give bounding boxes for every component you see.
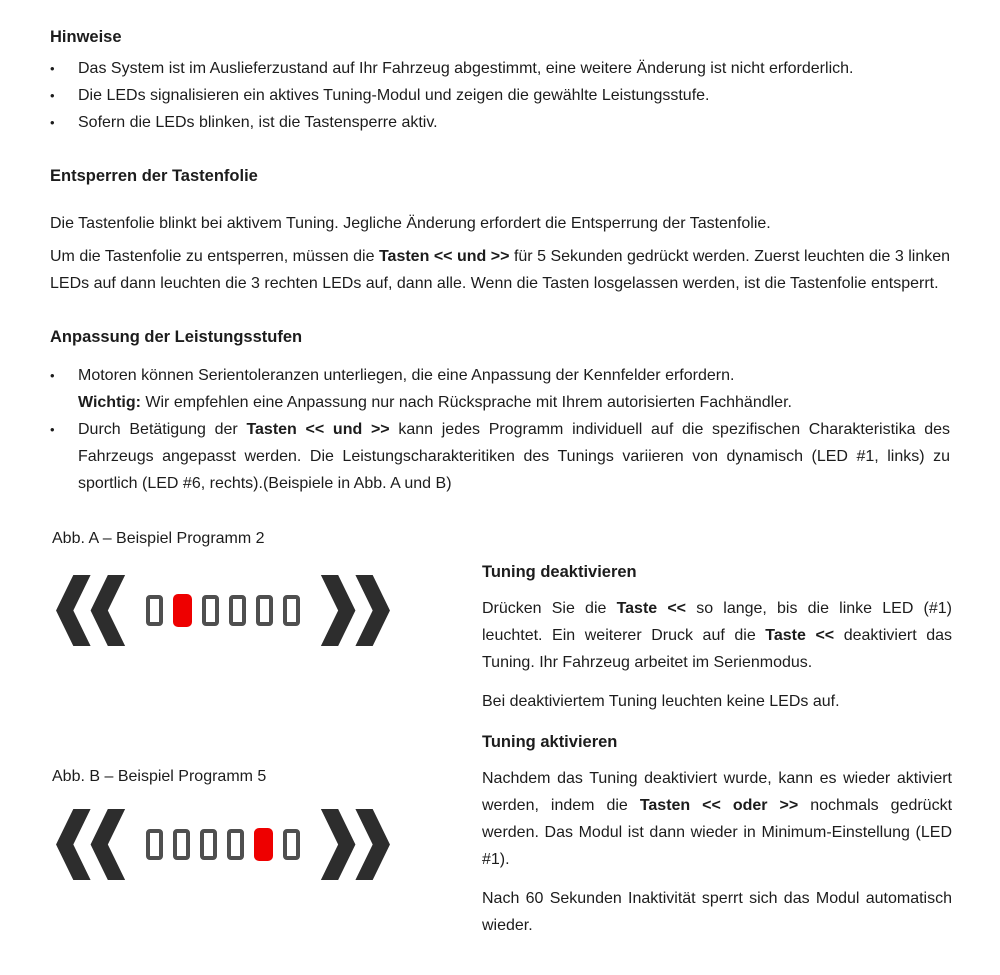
anpassung-list bbox=[50, 362, 950, 497]
led-4 bbox=[229, 595, 246, 626]
bullet-icon: • bbox=[50, 422, 55, 437]
chevrons-right-icon bbox=[317, 575, 390, 646]
text-segment: deaktiviert das Tuning. Ihr Fahrzeug arbeitet im Serienmodus. bbox=[482, 627, 953, 671]
led-6 bbox=[283, 829, 300, 860]
text-segment: Motoren können Serientoleranzen unterliegen, die eine Anpassung der Kennfelder erfordern. bbox=[78, 367, 735, 384]
figure-a-led-display bbox=[56, 575, 390, 646]
section-entsperren bbox=[50, 165, 950, 297]
bold-keys-segment: Tasten << und >> bbox=[246, 421, 390, 438]
text-segment: für 5 Sekunden gedrückt werden. Zuerst leuchten die 3 linken LEDs auf dann leuchten die 3 rechten LEDs auf, dann alle. Wenn die Tasten losgelassen werden, ist die Tastenfolie entsperrt. bbox=[50, 248, 951, 292]
text-segment: Nachdem das Tuning deaktiviert wurde, kann es wieder aktiviert werden, indem die bbox=[482, 770, 952, 814]
figure-a-caption: Abb. A – Beispiel Programm 2 bbox=[52, 530, 265, 547]
anpassung-bullet-1 bbox=[78, 362, 950, 416]
list-item bbox=[50, 82, 950, 109]
figure-b-led-display bbox=[56, 809, 390, 880]
aktivieren-paragraph-1 bbox=[482, 765, 952, 873]
anpassung-bullet-2 bbox=[78, 416, 950, 497]
led-row bbox=[146, 828, 300, 861]
hinweise-list bbox=[50, 55, 950, 136]
deaktivieren-paragraph-2: Bei deaktiviertem Tuning leuchten keine LEDs auf. bbox=[482, 693, 840, 710]
chevrons-right-icon bbox=[317, 809, 390, 880]
led-3 bbox=[202, 595, 219, 626]
led-2 bbox=[173, 829, 190, 860]
led-row bbox=[146, 594, 300, 627]
bullet-icon: • bbox=[50, 115, 55, 130]
led-2-active bbox=[173, 594, 192, 627]
led-6 bbox=[283, 595, 300, 626]
text-segment: Durch Betätigung der bbox=[78, 421, 247, 438]
bold-wichtig-segment: Wichtig: bbox=[78, 394, 141, 411]
text-segment: Um die Tastenfolie zu entsperren, müssen die bbox=[50, 248, 379, 265]
figure-b-caption: Abb. B – Beispiel Programm 5 bbox=[52, 768, 267, 785]
wichtig-line bbox=[78, 389, 950, 416]
deaktivieren-heading: Tuning deaktivieren bbox=[482, 563, 637, 581]
bold-key-segment: Taste << bbox=[616, 600, 687, 617]
led-5-active bbox=[254, 828, 273, 861]
figures-area bbox=[50, 525, 953, 934]
bold-keys-segment: Tasten << oder >> bbox=[639, 797, 799, 814]
bullet-icon: • bbox=[50, 61, 55, 76]
right-column bbox=[482, 561, 952, 939]
deaktivieren-paragraph-1 bbox=[482, 595, 952, 676]
led-5 bbox=[256, 595, 273, 626]
led-1 bbox=[146, 829, 163, 860]
hinweise-bullet-1: Das System ist im Auslieferzustand auf Ihr Fahrzeug abgestimmt, eine weitere Änderung ist nicht erforderlich. bbox=[78, 60, 854, 77]
bold-key-segment: Taste << bbox=[765, 627, 835, 644]
led-4 bbox=[227, 829, 244, 860]
led-1 bbox=[146, 595, 163, 626]
text-segment: kann jedes Programm individuell auf die spezifischen Charakteristika des Fahrzeugs angepasst werden. Die Leistungscharakteritiken des Tunings variieren von dynamisch (LED #1, links) zu sportlich (LED #6, rechts).(Beispiele in Abb. A und B) bbox=[78, 421, 951, 492]
hinweise-heading: Hinweise bbox=[50, 28, 122, 46]
text-segment: Drücken Sie die bbox=[482, 600, 617, 617]
aktivieren-paragraph-2: Nach 60 Sekunden Inaktivität sperrt sich das Modul automatisch wieder. bbox=[482, 890, 952, 934]
list-item bbox=[50, 55, 950, 82]
entsperren-paragraph-1: Die Tastenfolie blinkt bei aktivem Tuning. Jegliche Änderung erfordert die Entsperrung der Tastenfolie. bbox=[50, 215, 771, 232]
entsperren-heading: Entsperren der Tastenfolie bbox=[50, 167, 258, 185]
bullet-icon: • bbox=[50, 368, 55, 383]
hinweise-bullet-2: Die LEDs signalisieren ein aktives Tuning-Modul und zeigen die gewählte Leistungsstufe. bbox=[78, 87, 710, 104]
section-hinweise bbox=[50, 26, 950, 136]
hinweise-bullet-3: Sofern die LEDs blinken, ist die Tastensperre aktiv. bbox=[78, 114, 438, 131]
led-3 bbox=[200, 829, 217, 860]
text-segment: Wir empfehlen eine Anpassung nur nach Rücksprache mit Ihrem autorisierten Fachhändler. bbox=[140, 394, 792, 411]
aktivieren-heading: Tuning aktivieren bbox=[482, 733, 618, 751]
text-segment: nochmals gedrückt werden. Das Modul ist dann wieder in Minimum-Einstellung (LED #1). bbox=[482, 797, 953, 868]
list-item bbox=[50, 362, 950, 416]
anpassung-heading: Anpassung der Leistungsstufen bbox=[50, 328, 303, 346]
bullet-icon: • bbox=[50, 88, 55, 103]
text-segment: so lange, bis die linke LED (#1) leuchtet. Ein weiterer Druck auf die bbox=[482, 600, 952, 644]
section-anpassung bbox=[50, 326, 950, 497]
entsperren-paragraph-2 bbox=[50, 243, 950, 297]
bold-keys-segment: Tasten << und >> bbox=[378, 248, 510, 265]
list-item bbox=[50, 416, 950, 497]
chevrons-left-icon bbox=[56, 809, 129, 880]
chevrons-left-icon bbox=[56, 575, 129, 646]
list-item bbox=[50, 109, 950, 136]
